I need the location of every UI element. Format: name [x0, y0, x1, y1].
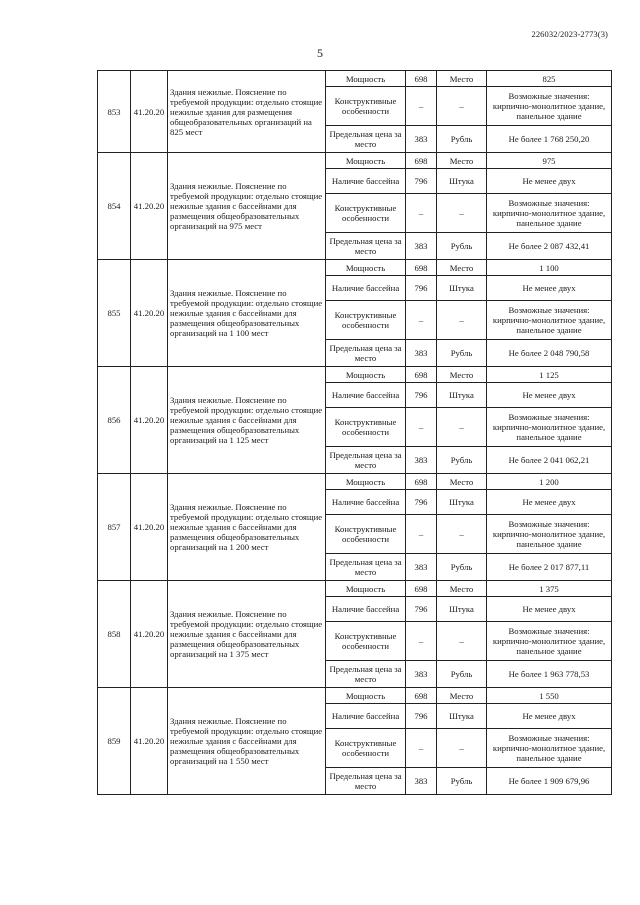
characteristic-value: Не более 2 017 877,11 [487, 554, 612, 581]
characteristic-value: Возможные значения: кирпично-монолитное здание, панельное здание [487, 515, 612, 554]
unit-name: Рубль [437, 126, 487, 153]
unit-name: Место [437, 688, 487, 704]
okei-code: 796 [406, 383, 437, 408]
table-row [98, 474, 612, 490]
characteristic-name: Предельная цена за место [326, 768, 406, 795]
okei-code: 698 [406, 688, 437, 704]
characteristic-value: Не менее двух [487, 704, 612, 729]
unit-name: Рубль [437, 447, 487, 474]
unit-name: Штука [437, 597, 487, 622]
okei-code: 698 [406, 260, 437, 276]
product-description: Здания нежилые. Пояснение по требуемой продукции: отдельно стоящие нежилые здания с бассейнами для размещения общеобразовательных организаций на 1 200 мест [168, 474, 326, 581]
okei-code: 698 [406, 367, 437, 383]
unit-name: – [437, 515, 487, 554]
okei-code: 698 [406, 153, 437, 169]
unit-name: – [437, 408, 487, 447]
characteristic-value: Не менее двух [487, 597, 612, 622]
characteristic-name: Наличие бассейна [326, 704, 406, 729]
okei-code: 383 [406, 126, 437, 153]
characteristic-value: 1 200 [487, 474, 612, 490]
document-number: 226032/2023-2773(3) [531, 29, 608, 39]
characteristic-name: Мощность [326, 260, 406, 276]
okei-code: 796 [406, 490, 437, 515]
okei-code: 383 [406, 233, 437, 260]
okpd-code: 41.20.20 [131, 260, 168, 367]
table-row [98, 688, 612, 704]
unit-name: Место [437, 367, 487, 383]
table-row [98, 71, 612, 87]
characteristic-name: Предельная цена за место [326, 447, 406, 474]
unit-name: Штука [437, 704, 487, 729]
characteristic-value: Не менее двух [487, 490, 612, 515]
characteristic-name: Предельная цена за место [326, 554, 406, 581]
unit-name: – [437, 301, 487, 340]
characteristic-name: Мощность [326, 367, 406, 383]
okpd-code: 41.20.20 [131, 688, 168, 795]
products-table [97, 70, 612, 795]
product-description: Здания нежилые. Пояснение по требуемой продукции: отдельно стоящие нежилые здания с бассейнами для размещения общеобразовательных организаций на 1 100 мест [168, 260, 326, 367]
characteristic-name: Предельная цена за место [326, 661, 406, 688]
okei-code: 796 [406, 704, 437, 729]
unit-name: Штука [437, 383, 487, 408]
okpd-code: 41.20.20 [131, 153, 168, 260]
okei-code: 698 [406, 581, 437, 597]
product-description: Здания нежилые. Пояснение по требуемой продукции: отдельно стоящие нежилые здания для размещения общеобразовательных организаций на 825 мест [168, 71, 326, 153]
entry-number: 855 [98, 260, 131, 367]
characteristic-name: Конструктивные особенности [326, 87, 406, 126]
characteristic-name: Наличие бассейна [326, 276, 406, 301]
characteristic-value: Возможные значения: кирпично-монолитное здание, панельное здание [487, 301, 612, 340]
page-number: 5 [317, 46, 323, 60]
characteristic-value: Возможные значения: кирпично-монолитное здание, панельное здание [487, 729, 612, 768]
okei-code: – [406, 515, 437, 554]
characteristic-name: Наличие бассейна [326, 490, 406, 515]
okei-code: – [406, 622, 437, 661]
characteristic-name: Конструктивные особенности [326, 515, 406, 554]
unit-name: Рубль [437, 340, 487, 367]
characteristic-value: 1 125 [487, 367, 612, 383]
unit-name: Место [437, 581, 487, 597]
characteristic-name: Наличие бассейна [326, 383, 406, 408]
characteristic-value: Не более 2 041 062,21 [487, 447, 612, 474]
characteristic-value: 1 375 [487, 581, 612, 597]
characteristic-value: Не менее двух [487, 169, 612, 194]
unit-name: – [437, 729, 487, 768]
characteristic-name: Конструктивные особенности [326, 194, 406, 233]
characteristic-name: Мощность [326, 688, 406, 704]
okei-code: – [406, 408, 437, 447]
characteristic-value: Не более 1 768 250,20 [487, 126, 612, 153]
okei-code: 698 [406, 474, 437, 490]
okei-code: 383 [406, 554, 437, 581]
characteristic-value: Не более 1 909 679,96 [487, 768, 612, 795]
table-row [98, 153, 612, 169]
okei-code: 383 [406, 447, 437, 474]
okei-code: 796 [406, 169, 437, 194]
characteristic-value: Не более 2 087 432,41 [487, 233, 612, 260]
characteristic-name: Мощность [326, 71, 406, 87]
characteristic-value: 825 [487, 71, 612, 87]
unit-name: Место [437, 474, 487, 490]
characteristic-value: 975 [487, 153, 612, 169]
characteristic-name: Конструктивные особенности [326, 622, 406, 661]
characteristic-name: Наличие бассейна [326, 597, 406, 622]
characteristic-value: Возможные значения: кирпично-монолитное здание, панельное здание [487, 408, 612, 447]
characteristic-name: Предельная цена за место [326, 233, 406, 260]
unit-name: Рубль [437, 661, 487, 688]
okei-code: 698 [406, 71, 437, 87]
okei-code: – [406, 729, 437, 768]
entry-number: 858 [98, 581, 131, 688]
unit-name: Рубль [437, 554, 487, 581]
characteristic-name: Мощность [326, 153, 406, 169]
product-description: Здания нежилые. Пояснение по требуемой продукции: отдельно стоящие нежилые здания с бассейнами для размещения общеобразовательных организаций на 1 375 мест [168, 581, 326, 688]
okei-code: – [406, 87, 437, 126]
entry-number: 857 [98, 474, 131, 581]
unit-name: Штука [437, 490, 487, 515]
characteristic-value: 1 550 [487, 688, 612, 704]
entry-number: 859 [98, 688, 131, 795]
entry-number: 853 [98, 71, 131, 153]
unit-name: Рубль [437, 768, 487, 795]
characteristic-name: Конструктивные особенности [326, 729, 406, 768]
okei-code: 383 [406, 768, 437, 795]
product-description: Здания нежилые. Пояснение по требуемой продукции: отдельно стоящие нежилые здания с бассейнами для размещения общеобразовательных организаций на 1 125 мест [168, 367, 326, 474]
unit-name: Место [437, 260, 487, 276]
entry-number: 854 [98, 153, 131, 260]
okpd-code: 41.20.20 [131, 71, 168, 153]
entry-number: 856 [98, 367, 131, 474]
characteristic-value: Не более 1 963 778,53 [487, 661, 612, 688]
characteristic-value: Возможные значения: кирпично-монолитное здание, панельное здание [487, 194, 612, 233]
okei-code: – [406, 301, 437, 340]
table-row [98, 581, 612, 597]
unit-name: Штука [437, 276, 487, 301]
okei-code: 796 [406, 276, 437, 301]
unit-name: – [437, 622, 487, 661]
characteristic-value: Не более 2 048 790,58 [487, 340, 612, 367]
characteristic-name: Предельная цена за место [326, 126, 406, 153]
characteristic-name: Мощность [326, 581, 406, 597]
unit-name: Рубль [437, 233, 487, 260]
characteristic-name: Конструктивные особенности [326, 408, 406, 447]
product-description: Здания нежилые. Пояснение по требуемой продукции: отдельно стоящие нежилые здания с бассейнами для размещения общеобразовательных организаций на 975 мест [168, 153, 326, 260]
characteristic-name: Мощность [326, 474, 406, 490]
okpd-code: 41.20.20 [131, 581, 168, 688]
characteristic-value: Не менее двух [487, 383, 612, 408]
unit-name: – [437, 87, 487, 126]
table-row [98, 367, 612, 383]
characteristic-name: Предельная цена за место [326, 340, 406, 367]
okpd-code: 41.20.20 [131, 367, 168, 474]
characteristic-value: Возможные значения: кирпично-монолитное здание, панельное здание [487, 622, 612, 661]
unit-name: Штука [437, 169, 487, 194]
product-description: Здания нежилые. Пояснение по требуемой продукции: отдельно стоящие нежилые здания с бассейнами для размещения общеобразовательных организаций на 1 550 мест [168, 688, 326, 795]
okpd-code: 41.20.20 [131, 474, 168, 581]
table-row [98, 260, 612, 276]
unit-name: Место [437, 153, 487, 169]
okei-code: 383 [406, 661, 437, 688]
unit-name: Место [437, 71, 487, 87]
okei-code: 383 [406, 340, 437, 367]
characteristic-value: Не менее двух [487, 276, 612, 301]
okei-code: – [406, 194, 437, 233]
okei-code: 796 [406, 597, 437, 622]
characteristic-value: Возможные значения: кирпично-монолитное здание, панельное здание [487, 87, 612, 126]
characteristic-name: Конструктивные особенности [326, 301, 406, 340]
characteristic-name: Наличие бассейна [326, 169, 406, 194]
characteristic-value: 1 100 [487, 260, 612, 276]
unit-name: – [437, 194, 487, 233]
